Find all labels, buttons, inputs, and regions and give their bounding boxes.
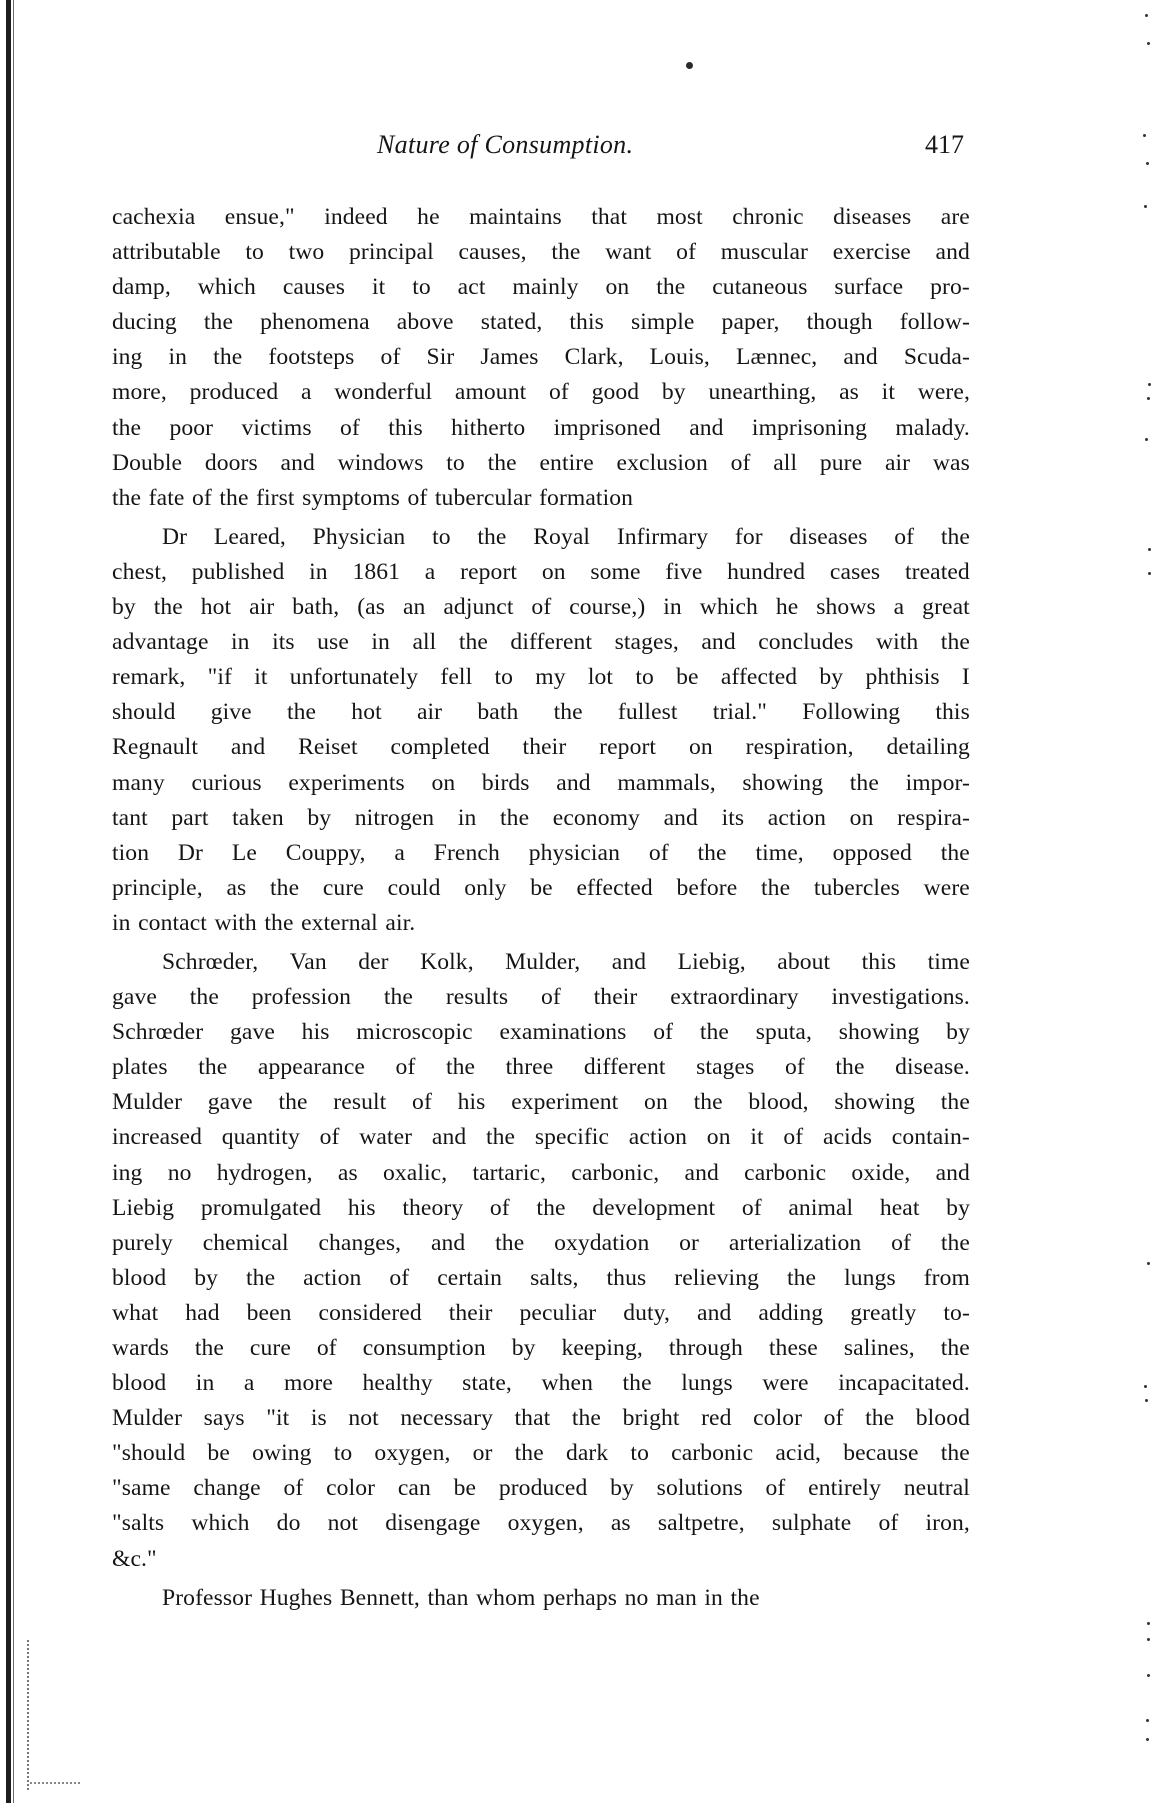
text-line: Mulder gave the result of his experiment on the blood, showing the — [112, 1089, 970, 1116]
paragraph — [112, 1581, 970, 1616]
text-line: tion Dr Le Couppy, a French physician of the time, opposed the — [112, 839, 970, 866]
text-line: in contact with the external air. — [112, 909, 416, 936]
text-line: Schrœder, Van der Kolk, Mulder, and Liebig, about this time — [162, 948, 970, 975]
paragraph — [112, 200, 970, 516]
text-line: tant part taken by nitrogen in the economy and its action on respira- — [112, 804, 970, 831]
text-line: the fate of the first symptoms of tubercular formation — [112, 484, 634, 511]
text-line: plates the appearance of the three different stages of the disease. — [112, 1054, 970, 1081]
text-line: should give the hot air bath the fullest trial." Following this — [112, 699, 970, 726]
text-line: Regnault and Reiset completed their report on respiration, detailing — [112, 734, 970, 761]
text-line: increased quantity of water and the specific action on it of acids contain- — [112, 1124, 970, 1151]
text-line: &c." — [112, 1545, 157, 1572]
text-line: advantage in its use in all the different stages, and concludes with the — [112, 629, 970, 656]
text-line: principle, as the cure could only be effected before the tubercles were — [112, 874, 970, 901]
text-line: ing in the footsteps of Sir James Clark, Louis, Lænnec, and Scuda- — [112, 344, 970, 371]
text-line: gave the profession the results of their extraordinary investigations. — [112, 984, 970, 1011]
text-line: Mulder says "it is not necessary that the bright red color of the blood — [112, 1405, 970, 1432]
text-line: blood by the action of certain salts, thus relieving the lungs from — [112, 1264, 970, 1291]
text-line: blood in a more healthy state, when the lungs were incapacitated. — [112, 1370, 970, 1397]
paragraph — [112, 520, 970, 941]
binding-edge-shadow — [13, 0, 14, 1803]
text-line: the poor victims of this hitherto imprisoned and imprisoning malady. — [112, 414, 970, 441]
text-line: purely chemical changes, and the oxydation or arterialization of the — [112, 1229, 970, 1256]
page-number: 417 — [925, 130, 964, 159]
binding-edge — [6, 0, 11, 1803]
text-line: cachexia ensue," indeed he maintains that most chronic diseases are — [112, 204, 970, 230]
scan-speckle-margin — [27, 1640, 31, 1790]
text-line: "same change of color can be produced by solutions of entirely neutral — [112, 1475, 970, 1502]
running-header — [0, 130, 1165, 170]
text-line: remark, "if it unfortunately fell to my lot to be affected by phthisis I — [112, 664, 970, 691]
right-margin-marks — [1139, 0, 1165, 1803]
body-text — [112, 200, 970, 1616]
text-line: chest, published in 1861 a report on some five hundred cases treated — [112, 558, 970, 585]
paragraph — [112, 945, 970, 1577]
text-line: by the hot air bath, (as an adjunct of course,) in which he shows a great — [112, 594, 970, 621]
text-line: Double doors and windows to the entire exclusion of all pure air was — [112, 449, 970, 476]
scan-speck — [686, 62, 693, 69]
text-line: wards the cure of consumption by keeping, through these salines, the — [112, 1335, 970, 1361]
text-line: Professor Hughes Bennett, than whom perhaps no man in the — [162, 1584, 760, 1611]
text-line: Dr Leared, Physician to the Royal Infirmary for diseases of the — [162, 523, 970, 550]
text-line: attributable to two principal causes, the want of muscular exercise and — [112, 239, 970, 266]
text-line: "should be owing to oxygen, or the dark to carbonic acid, because the — [112, 1440, 970, 1467]
text-line: what had been considered their peculiar duty, and adding greatly to- — [112, 1299, 970, 1326]
text-line: ing no hydrogen, as oxalic, tartaric, carbonic, and carbonic oxide, and — [112, 1159, 970, 1186]
running-title: Nature of Consumption. — [377, 130, 634, 159]
paragraph-list — [112, 200, 970, 1616]
text-line: damp, which causes it to act mainly on the cutaneous surface pro- — [112, 274, 970, 301]
text-line: more, produced a wonderful amount of good by unearthing, as it were, — [112, 379, 970, 406]
text-line: many curious experiments on birds and mammals, showing the impor- — [112, 769, 970, 796]
text-line: Schrœder gave his microscopic examinations of the sputa, showing by — [112, 1019, 970, 1046]
text-line: Liebig promulgated his theory of the development of animal heat by — [112, 1194, 970, 1221]
text-line: ducing the phenomena above stated, this simple paper, though follow- — [112, 309, 970, 336]
scan-speckle-bottom — [30, 1782, 80, 1786]
text-line: "salts which do not disengage oxygen, as saltpetre, sulphate of iron, — [112, 1510, 970, 1537]
